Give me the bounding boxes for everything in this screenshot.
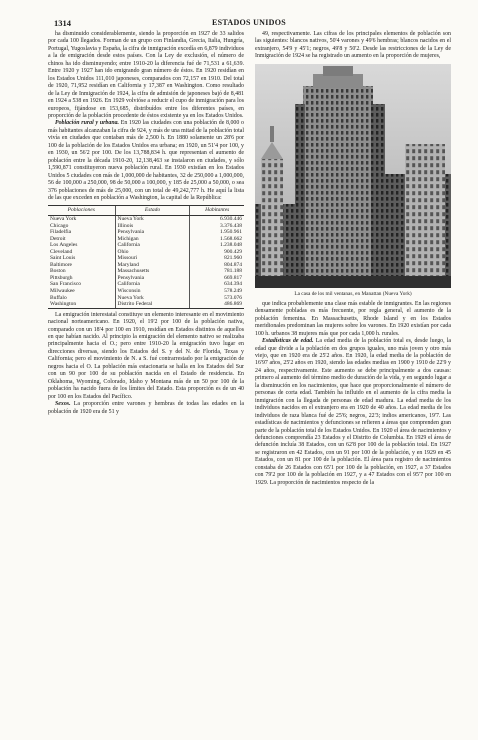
- paragraph-sexes-text: La proporción entre varones y hembras de todas las edades en la población de 1920 era de 51 y: [48, 401, 244, 415]
- city-cell: Los Angeles: [50, 242, 78, 249]
- subheading-urban-rural: Población rural y urbana.: [55, 120, 120, 127]
- city-population-table: [48, 205, 244, 308]
- state-cell: Massachusetts: [115, 268, 190, 275]
- running-title: ESTADOS UNIDOS: [211, 18, 287, 27]
- state-cell: Michigan: [115, 236, 190, 243]
- page-number: 1314: [54, 18, 71, 28]
- table-header-row: [48, 206, 244, 215]
- column-header-cities: Poblaciones: [48, 206, 115, 215]
- skyscraper-illustration: [255, 64, 451, 288]
- page-header: [54, 18, 444, 30]
- city-cell: Saint Louis: [50, 255, 76, 262]
- state-cell: California: [115, 281, 190, 288]
- subheading-sexes: Sexos.: [55, 401, 71, 408]
- city-cell: Washington: [50, 301, 77, 308]
- city-cell: Milwaukee: [50, 287, 75, 294]
- state-cell: California: [115, 242, 190, 249]
- city-cell: Buffalo: [50, 294, 67, 301]
- city-cell: Baltimore: [50, 261, 72, 268]
- paragraph-immigration: ha disminuido considerablemente, siendo la proporción en 1927 de 33 salidos por cada 100 llegados. Forman de un grupo con Finlandia, Grecia, Italia, Hungría, Portugal, Yugoslavia y España, la cifra de inmigración excedía en 6,879 individuos a la de emigración desde estos países. Con la Ley de exclusión, el número de chinos ha ido disminuyendo; entre 1910-20 la diferencia fué de 71,531 a 61,639. Entre 1920 y 1927 han ido emigrando gran número de éstos. En 1920 residían en los Estados Unidos 111,010 japoneses, comparados con 72,157 en 1910. Del total de 1920, 71,952 residían en California y 17,387 en Washington. Como resultado de la Ley de Inmigración de 1924, la cifra de admisión de japoneses bajó de 8,481 en 1924 a 538 en 1926. En 1929 volvióse a reducir el cupo de inmigración para los europeos, fijándose en 153,685, distribuídos entre los diferentes países, en proporción de la población procedente de éstos existente ya en los Estados Unidos.: [48, 31, 244, 119]
- paragraph-age-statistics-text: La edad media de la población total es, desde luego, la edad que divide a la población en dos grupos iguales, uno más joven y otro más viejo, que en 1920 era de 25'2 años. En 1920, la edad media de la población de 16'97 años, 25'2 años en 1920, siendo las edades medias en 1900 y 1910 de 22'9 y 24 años, respectivamente. Este aumento se debe principalmente a dos causas: primero al aumento del término medio de duración de la vida, y en segundo lugar a la disminución en los nacimientos, que hace que proporcionalmente el número de personas de corta edad. También ha influido en el aumento de la cifra media la inmigración con la llegada de personas de edad madura. La edad media de los individuos nacidos en el extranjero era en 1920 de 40 años. La edad media de los individuos de raza blanca fué de 25'6; negros, 22'3; indios americanos, 19'7. Las estadísticas de nacimientos y defunciones se refieren a áreas que comprenden gran parte de la población total de los Estados Unidos. En 1920 el área de nacimientos y defunciones comprendía 23 Estados y el Distrito de Columbia. En 1929 el área de defunción incluía 38 Estados, con un 62'8 por 100 de la población total. En 1927 se registraron en 42 Estados, con un 91 por 100 de la población, y en 1929 en 45 Estados, con un 81 por 100 de la población. El área para registro de nacimientos constaba de 26 Estados con 65'1 por 100 de la población, en 1927, a 37 Estados con 79'2 por 100 de la población en 1927, y a 47 Estados con el 95'7 por 100 en 1929. La proporción de nacimientos respecto de la: [255, 338, 451, 486]
- city-cell: San Francisco: [50, 281, 82, 288]
- population-cell: 3.376.438: [190, 223, 244, 230]
- paragraph-urban-rural: [48, 120, 244, 202]
- population-cell: 669.817: [190, 275, 244, 282]
- city-cell: Pittsburgh: [50, 274, 73, 281]
- population-cell: 1.568.662: [190, 236, 244, 243]
- state-cell: Wisconsin: [115, 288, 190, 295]
- left-column: [48, 31, 244, 416]
- city-cell: Cleveland: [50, 248, 73, 255]
- state-cell: Nueva York: [115, 215, 190, 222]
- city-cell: Nueva York: [50, 215, 77, 222]
- city-cell: Boston: [50, 268, 66, 275]
- right-column: [255, 31, 451, 487]
- state-cell: Pensylvania: [115, 275, 190, 282]
- city-cell: Filadelfia: [50, 229, 72, 236]
- population-cell: 6.930.446: [190, 215, 244, 222]
- paragraph-internal-migration: La emigración interestatal constituye un elemento interesante en el movimiento nacional norteamericano. En 1920, el 19'2 por 100 de la población nativa, comparado con un 18'4 por 100 en 1910, residían en Estados distintos de aquellos en que habían nacido. Al principio la emigración del elemento nativo se realizaba principalmente hacia el O.; pero entre 1910-20 la emigración tuvo lugar en direcciones diversas, siendo los Estados del S. y del N. de Florida, Texas y California; pero el movimiento de N. a S. fué contrarrestado por la emigración de negros hacia el O. La población más estacionaria se halla en los Estados del Sur con un 90 por 100 de su población nacida en el Estado de residencia. En Oklahoma, Wyoming, Colorado, Idaho y Montana más de un 50 por 100 de la población ha nacido fuera de los límites del Estado. Esta proporción es de un 40 por 100 en los Estados del Pacífico.: [48, 311, 244, 400]
- population-cell: 578.249: [190, 288, 244, 295]
- state-cell: Distrito Federal: [115, 301, 190, 308]
- paragraph-age-statistics: [255, 338, 451, 487]
- city-cell: Detroit: [50, 235, 66, 242]
- state-cell: Missouri: [115, 255, 190, 262]
- skyscraper-photo: [255, 64, 451, 288]
- column-header-state: Estado: [115, 206, 190, 215]
- population-cell: 804.874: [190, 262, 244, 269]
- state-cell: Nueva York: [115, 295, 190, 302]
- column-header-inhabitants: Habitantes: [190, 206, 244, 215]
- subheading-age-statistics: Estadísticas de edad.: [262, 338, 314, 345]
- state-cell: Maryland: [115, 262, 190, 269]
- population-cell: 781.188: [190, 268, 244, 275]
- paragraph-sexes: [48, 401, 244, 416]
- population-cell: 821.960: [190, 255, 244, 262]
- population-cell: 1.950.961: [190, 229, 244, 236]
- state-cell: Ohio: [115, 249, 190, 256]
- population-cell: 486.869: [190, 301, 244, 308]
- state-cell: Illinois: [115, 223, 190, 230]
- table-row: [48, 301, 244, 308]
- paragraph-female-population: que indica probablemente una clase más estable de inmigrantes. En las regiones densamente pobladas es más frecuente, por regla general, el aumento de la población femenina. En Massachusetts, Rhode Island y en los Estados meridionales predominan las mujeres sobre los varones. En 1920 existían por cada 100 h. urbanos 38 mujeres más que por cada 1,000 h. rurales.: [255, 300, 451, 337]
- city-cell: Chicago: [50, 222, 69, 229]
- paragraph-urban-rural-text: En 1920 las ciudades con una población de 8,000 o más habitantes alcanzaban la cifra de 924, y más de una mitad de la población total vivía en ciudades que contaban más de 2,500 h. En 1880 solamente un 28'6 por 100 de la población de los Estados Unidos era urbana; en 1920, un 51'4 por 100, y en 1930, un 56'2 por 100. De los 13,788,834 h. que representan el aumento de población entre la década 1910-20, 12,138,463 se instalaron en ciudades, y sólo 1,590,871 constituyeron nueva población rural. En 1930 existían en los Estados Unidos 5 ciudades con más de 1,000,000 de habitantes, 32 de 250,000 a 1,000,000, 56 de 100,000 a 250,000, 98 de 50,000 a 100,000, y 185 de 25,000 a 50,000, o sea 376 poblaciones de más de 25,000, con un total de 49,242,777 h. He aquí la lista de las que exceden en población a Washington, la capital de la República:: [48, 120, 245, 201]
- population-cell: 634.394: [190, 281, 244, 288]
- table-row: [48, 215, 244, 222]
- photo-caption: La casa de los mil ventanas, en Manattan (Nueva York): [294, 290, 412, 297]
- paragraph-sex-ratio: 49, respectivamente. Las cifras de los principales elementos de población son las siguientes: blancos nativos, 50'4 varones y 49'6 hembras; blancos nacidos en el extranjero, 54'9 y 45'1; negros, 49'8 y 50'2. Desde las restricciones de la Ley de Inmigración de 1924 se ha registrado un aumento en la proporción de mujeres,: [255, 31, 451, 60]
- population-cell: 1.238.048: [190, 242, 244, 249]
- state-cell: Pensylvania: [115, 229, 190, 236]
- population-cell: 573.076: [190, 295, 244, 302]
- population-cell: 900.429: [190, 249, 244, 256]
